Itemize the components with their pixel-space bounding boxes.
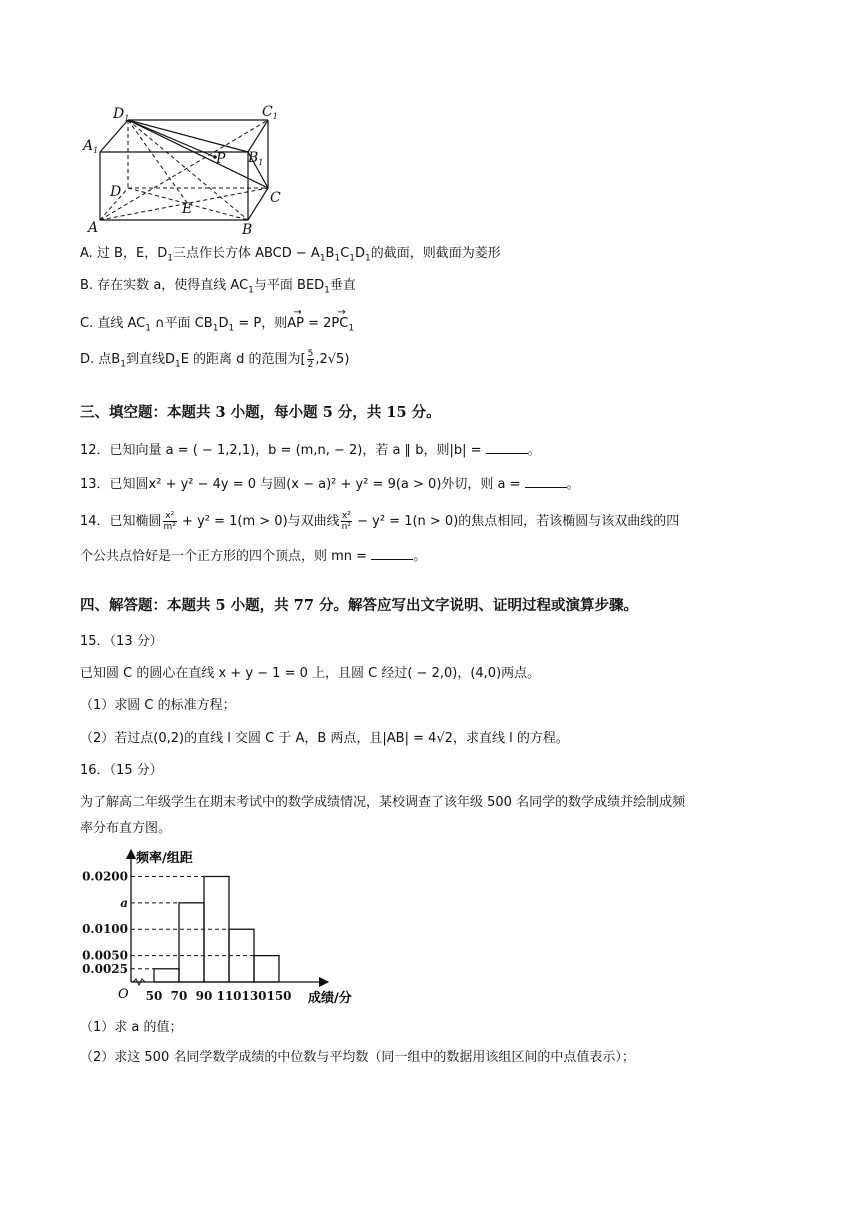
fraction-x2-n2: $\frac{\text{x²}}{\text{n²}}$ [341, 511, 351, 532]
question-16-stem-line1: 为了解高二年级学生在期末考试中的数学成绩情况，某校调查了该年级 500 名同学的数学成绩并绘制成频 [80, 795, 686, 810]
x-axis-label: 成绩/分 [308, 991, 352, 1006]
question-13: 13．已知圆x² + y² − 4y = 0 与圆(x − a)² + y² = 9(a > 0)外切，则 a = 。 [80, 477, 580, 492]
label-c: C [270, 190, 281, 206]
question-15-header: 15．（13 分） [80, 634, 163, 649]
y-tick-label: 0.0100 [82, 922, 128, 937]
answer-blank [525, 475, 567, 488]
question-14-line2: 个公共点恰好是一个正方形的四个顶点，则 mn = 。 [80, 549, 427, 564]
question-15-part2: （2）若过点(0,2)的直线 l 交圆 C 于 A，B 两点，且|AB| = 4√2，求直线 l 的方程。 [80, 731, 569, 746]
label-e: E [182, 201, 193, 217]
y-tick-label: 0.0200 [82, 869, 128, 884]
x-tick-label: 150 [266, 989, 292, 1003]
question-16-part1: （1）求 a 的值； [80, 1020, 183, 1035]
question-16-header: 16．（15 分） [80, 763, 163, 778]
section-3-heading: 三、填空题：本题共 3 小题，每小题 5 分，共 15 分。 [80, 404, 441, 421]
fraction-5-2: $\frac{5}{2}$ [307, 349, 314, 370]
edge-b1-c1 [248, 120, 268, 152]
question-15-stem: 已知圆 C 的圆心在直线 x + y − 1 = 0 上，且圆 C 经过( − 2,0)，(4,0)两点。 [80, 666, 541, 681]
question-15-part1: （1）求圆 C 的标准方程； [80, 698, 236, 713]
vector-arrow: → [293, 307, 302, 318]
question-16-part2: （2）求这 500 名同学数学成绩的中位数与平均数（同一组中的数据用该组区间的中点值表示）； [80, 1050, 635, 1065]
question-14-line1: 14．已知椭圆 $\frac{\text{x²}}{\text{m²}}$ + y² = 1(m > 0)与双曲线 $\frac{\text{x²}}{\text{n²}}$ − y² = 1(n > 0)的焦点相同，若该椭圆与该双曲线的四 [80, 511, 680, 532]
label-a1: $A_1$ [83, 138, 99, 155]
x-tick-label: 70 [170, 989, 188, 1003]
x-tick-label: 90 [195, 989, 213, 1003]
fraction-x2-m2: $\frac{\text{x²}}{\text{m²}}$ [163, 511, 176, 532]
question-12: 12．已知向量 a = ( − 1,2,1)，b = (m,n, − 2)，若 a ∥ b，则|b| = 。 [80, 443, 541, 458]
answer-blank [486, 441, 528, 454]
segment-d1-b1 [128, 120, 248, 152]
label-c1: $C_1$ [262, 104, 278, 121]
x-tick-label: 50 [145, 989, 163, 1003]
edge-a1-d1 [100, 120, 128, 152]
option-a: A. 过 B，E，$D_1$三点作长方体 ABCD − $A_1B_1C_1D_1$的截面，则截面为菱形 [80, 246, 501, 264]
label-d: D [110, 184, 122, 200]
histogram-bar-70-90 [179, 903, 204, 982]
option-b: B. 存在实数 a，使得直线 $AC_1$与平面 $BED_1$垂直 [80, 278, 356, 296]
y-axis-label: 频率/组距 [136, 851, 193, 866]
cuboid-figure [80, 100, 290, 235]
x-tick-label: 110 [216, 989, 242, 1003]
section-4-heading: 四、解答题：本题共 5 小题，共 77 分。解答应写出文字说明、证明过程或演算步骤。 [80, 597, 638, 614]
label-p: P [216, 151, 226, 167]
histogram-bar-130-150 [254, 956, 279, 982]
x-tick-label: 130 [241, 989, 267, 1003]
label-a: A [88, 220, 99, 235]
answer-blank [371, 547, 413, 560]
vector-arrow: → [337, 307, 346, 318]
label-b1: $B_1$ [248, 150, 264, 167]
edge-b-c [248, 188, 268, 220]
question-16-stem-line2: 率分布直方图。 [80, 821, 172, 836]
y-tick-label: 0.0050 [82, 948, 128, 963]
histogram-bar-50-70 [154, 969, 179, 982]
option-c: C. 直线 $AC_1$ ∩平面 $CB_1D_1 = P$，则 → AP = 2 → $PC_1$ [80, 314, 354, 339]
y-tick-label: 0.0025 [82, 961, 128, 976]
y-tick-label: a [120, 895, 128, 910]
origin-label: O [118, 987, 129, 1002]
label-d1: $D_1$ [113, 106, 130, 123]
option-d: D. 点$B_1$到直线$D_1E$ 的距离 d 的范围为[ $\frac{5}{2}$ ,2√5) [80, 349, 350, 370]
segment-d1-c [128, 120, 268, 188]
label-b: B [242, 222, 253, 235]
frequency-histogram [76, 848, 376, 1010]
